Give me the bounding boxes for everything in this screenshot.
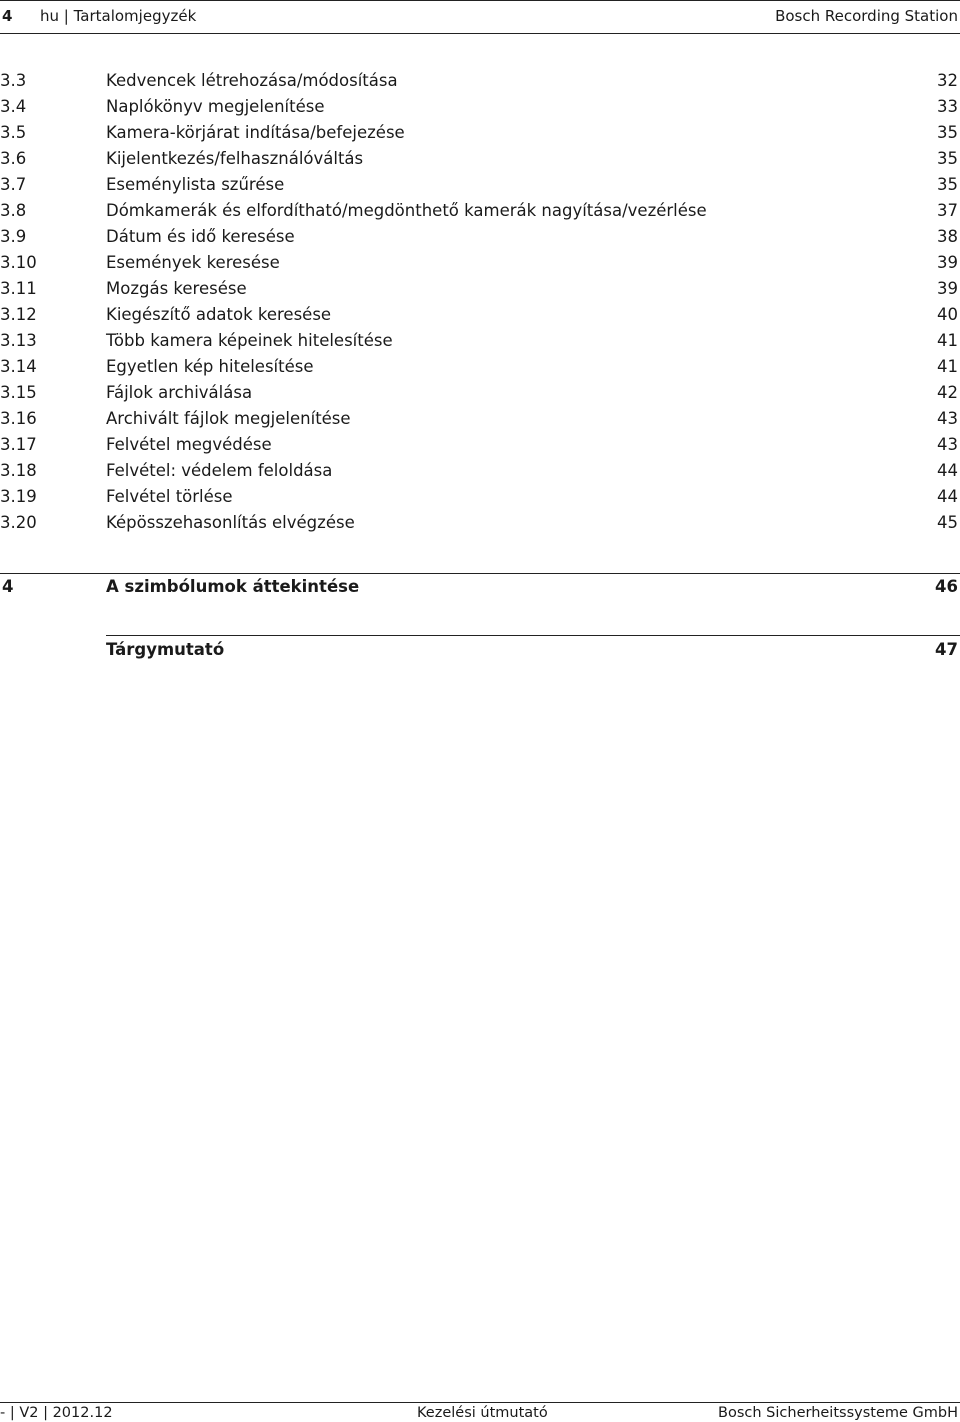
toc-entry-page: 32 [937,71,958,90]
toc-entry[interactable] [0,224,960,250]
toc-entry[interactable] [0,510,960,536]
toc-entry-page: 42 [937,383,958,402]
toc-entry[interactable] [0,250,960,276]
toc-entry-page: 44 [937,487,958,506]
toc-chapter-4[interactable] [0,574,960,600]
toc-entry-number: 3.10 [0,253,37,272]
toc-entry-number: 3.16 [0,409,37,428]
chapter-page: 46 [935,577,958,596]
toc-entry-number: 3.15 [0,383,37,402]
toc-entry-number: 3.14 [0,357,37,376]
toc-entry-title: Több kamera képeinek hitelesítése [106,331,393,350]
chapter-title: A szimbólumok áttekintése [106,577,360,596]
index-page: 47 [935,640,958,659]
toc-entry-number: 3.11 [0,279,37,298]
toc-entry-title: Fájlok archiválása [106,383,253,402]
toc-entry-number: 3.6 [0,149,27,168]
toc-entry-title: Naplókönyv megjelenítése [106,97,325,116]
toc-entry[interactable] [0,380,960,406]
toc-entry-page: 38 [937,227,958,246]
toc-entry-number: 3.20 [0,513,37,532]
toc-entry-page: 40 [937,305,958,324]
toc-entry-title: Egyetlen kép hitelesítése [106,357,314,376]
toc-entry-page: 39 [937,253,958,272]
toc-entry-number: 3.3 [0,71,27,90]
toc-entry-title: Kamera-körjárat indítása/befejezése [106,123,405,142]
toc-entry-title: Felvétel megvédése [106,435,272,454]
toc-entry-title: Dátum és idő keresése [106,227,295,246]
index-divider [106,635,960,636]
toc-entry[interactable] [0,172,960,198]
toc-entry-page: 43 [937,435,958,454]
footer-doc-type: Kezelési útmutató [417,1405,548,1421]
toc-entry-page: 45 [937,513,958,532]
page-header [0,0,960,34]
index-title: Tárgymutató [106,640,225,659]
toc-entry[interactable] [0,146,960,172]
toc-entry[interactable] [0,302,960,328]
toc-entry-number: 3.19 [0,487,37,506]
toc-entry-page: 39 [937,279,958,298]
header-section: hu | Tartalomjegyzék [40,7,197,25]
toc-entry[interactable] [0,68,960,94]
toc-entry-title: Kiegészítő adatok keresése [106,305,332,324]
footer-version: - | V2 | 2012.12 [0,1405,113,1421]
toc-entry-number: 3.9 [0,227,27,246]
toc-entry-title: Események keresése [106,253,280,272]
toc-entry[interactable] [0,94,960,120]
toc-entry-title: Képösszehasonlítás elvégzése [106,513,355,532]
toc-entry[interactable] [0,276,960,302]
toc-entry-title: Felvétel: védelem feloldása [106,461,333,480]
header-product: Bosch Recording Station [775,7,958,25]
toc-entry-number: 3.18 [0,461,37,480]
toc-entry-page: 35 [937,175,958,194]
toc-entry-number: 3.7 [0,175,27,194]
toc-list [0,68,960,536]
toc-entry[interactable] [0,458,960,484]
toc-index[interactable] [0,637,960,663]
toc-entry-page: 35 [937,123,958,142]
toc-entry-number: 3.13 [0,331,37,350]
toc-entry-page: 33 [937,97,958,116]
toc-entry[interactable] [0,198,960,224]
toc-entry-number: 3.17 [0,435,37,454]
toc-entry[interactable] [0,406,960,432]
toc-entry-number: 3.4 [0,97,27,116]
toc-entry-title: Kedvencek létrehozása/módosítása [106,71,398,90]
toc-entry[interactable] [0,354,960,380]
toc-entry-page: 41 [937,331,958,350]
toc-entry-page: 37 [937,201,958,220]
toc-entry[interactable] [0,328,960,354]
chapter-number: 4 [2,577,14,596]
page-footer [0,1402,960,1421]
toc-entry[interactable] [0,432,960,458]
toc-entry-page: 35 [937,149,958,168]
toc-entry-page: 44 [937,461,958,480]
footer-company: Bosch Sicherheitssysteme GmbH [718,1405,958,1421]
toc-entry-page: 41 [937,357,958,376]
toc-entry-title: Kijelentkezés/felhasználóváltás [106,149,364,168]
header-page-number: 4 [2,7,13,25]
toc-entry-number: 3.8 [0,201,27,220]
toc-entry-title: Dómkamerák és elfordítható/megdönthető kamerák nagyítása/vezérlése [106,201,707,220]
toc-entry-title: Mozgás keresése [106,279,247,298]
toc-entry-number: 3.12 [0,305,37,324]
toc-entry-number: 3.5 [0,123,27,142]
toc-entry-page: 43 [937,409,958,428]
toc-entry-title: Eseménylista szűrése [106,175,285,194]
toc-entry[interactable] [0,484,960,510]
toc-entry-title: Felvétel törlése [106,487,233,506]
toc-entry[interactable] [0,120,960,146]
toc-entry-title: Archivált fájlok megjelenítése [106,409,351,428]
